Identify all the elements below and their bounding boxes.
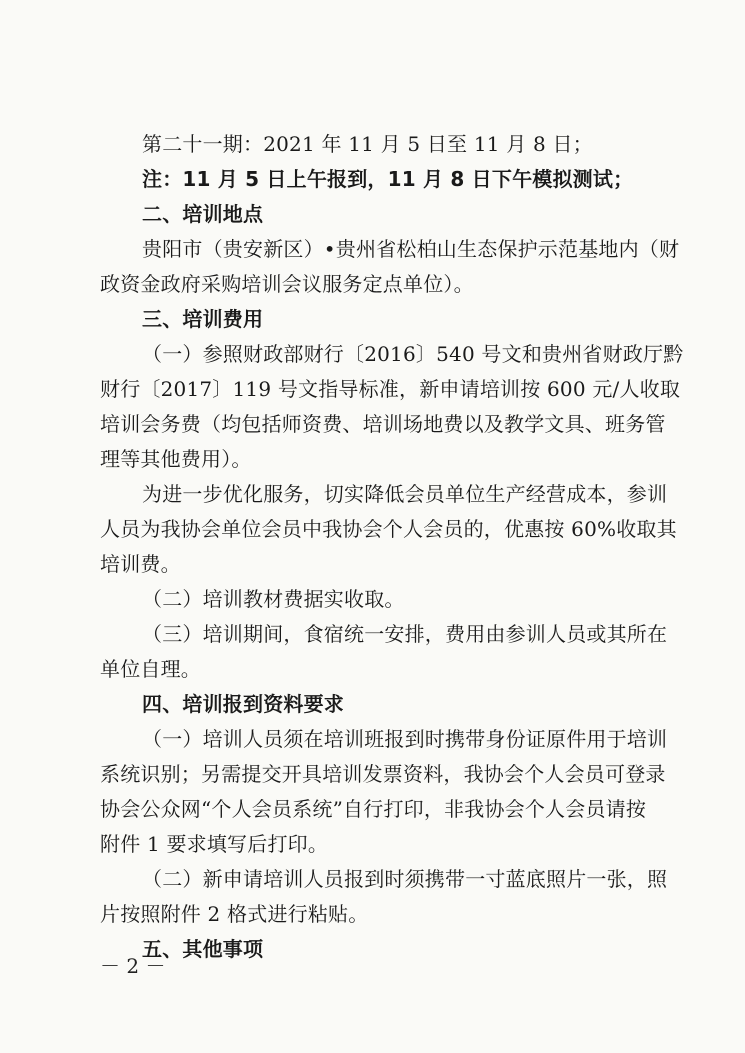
doc-line-2-note: 注：11 月 5 日上午报到，11 月 8 日下午模拟测试；: [142, 167, 634, 191]
section-heading-2: 二、培训地点: [142, 202, 264, 226]
doc-line-16: 单位自理。: [100, 657, 201, 681]
doc-line-22: （二）新申请培训人员报到时须携带一寸蓝底照片一张，照: [142, 867, 668, 891]
doc-line-23: 片按照附件 2 格式进行粘贴。: [100, 902, 369, 926]
doc-line-1: 第二十一期：2021 年 11 月 5 日至 11 月 8 日；: [142, 132, 593, 156]
doc-line-10: 理等其他费用）。: [100, 447, 252, 471]
doc-line-18: （一）培训人员须在培训班报到时携带身份证原件用于培训: [142, 727, 668, 751]
section-heading-5: 五、其他事项: [142, 937, 264, 961]
page-number: － 2 －: [100, 954, 166, 978]
doc-line-5: 政资金政府采购培训会议服务定点单位）。: [100, 272, 474, 296]
doc-line-21: 附件 1 要求填写后打印。: [100, 832, 329, 856]
doc-line-4: 贵阳市（贵安新区）•贵州省松柏山生态保护示范基地内（财: [142, 237, 680, 261]
doc-line-13: 培训费。: [100, 552, 181, 576]
section-heading-3: 三、培训费用: [142, 307, 264, 331]
doc-line-20: 协会公众网“个人会员系统”自行打印，非我协会个人会员请按: [100, 797, 647, 821]
doc-line-7: （一）参照财政部财行〔2016〕540 号文和贵州省财政厅黔: [142, 342, 684, 366]
doc-line-11: 为进一步优化服务，切实降低会员单位生产经营成本，参训: [142, 482, 668, 506]
section-heading-4: 四、培训报到资料要求: [142, 692, 344, 716]
doc-line-9: 培训会务费（均包括师资费、培训场地费以及教学文具、班务管: [100, 412, 666, 436]
doc-line-12: 人员为我协会单位会员中我协会个人会员的，优惠按 60%收取其: [100, 517, 677, 541]
doc-line-14: （二）培训教材费据实收取。: [142, 587, 405, 611]
doc-line-19: 系统识别；另需提交开具培训发票资料，我协会个人会员可登录: [100, 762, 666, 786]
doc-line-15: （三）培训期间，食宿统一安排，费用由参训人员或其所在: [142, 622, 668, 646]
doc-line-8: 财行〔2017〕119 号文指导标准，新申请培训按 600 元/人收取: [100, 377, 681, 401]
